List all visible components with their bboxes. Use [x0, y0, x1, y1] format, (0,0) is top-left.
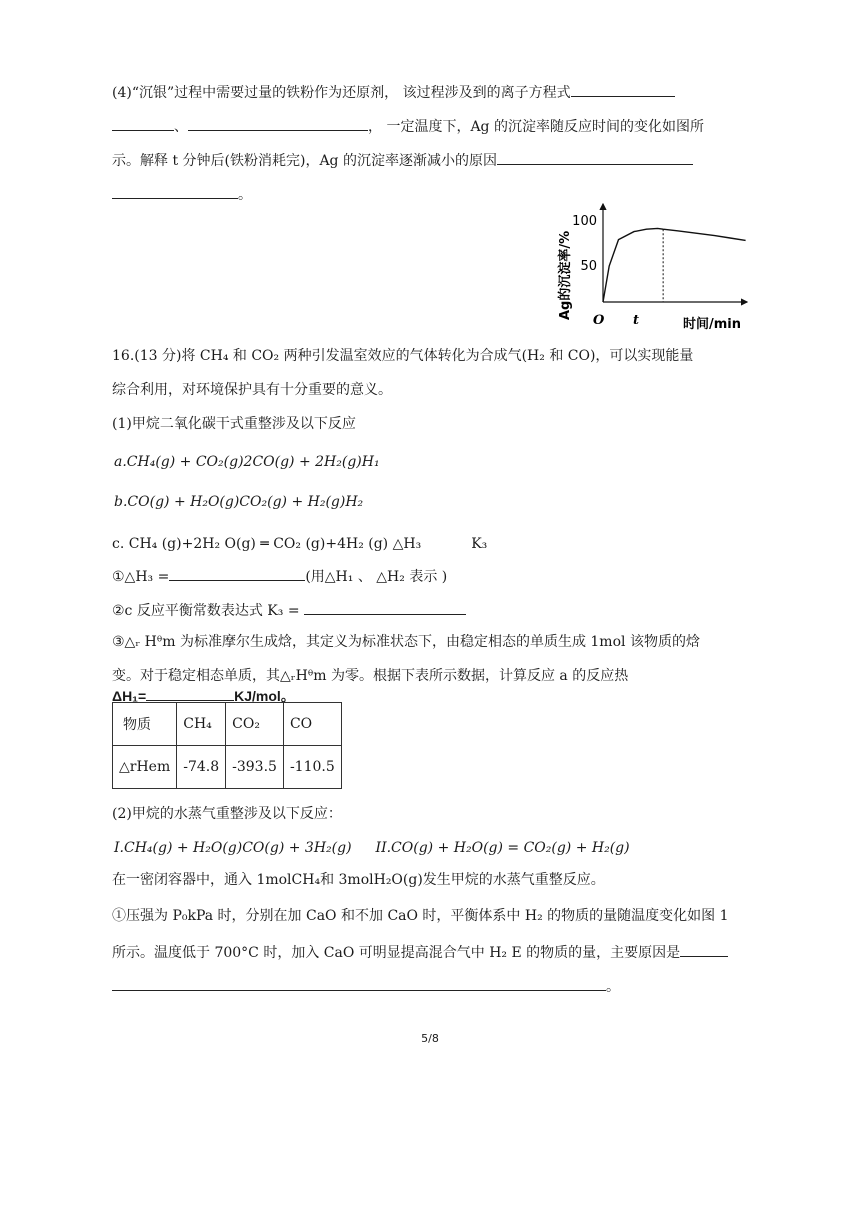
y-axis-label: Ag的沉淀率/%: [558, 230, 573, 320]
q16-2-c-1: ①压强为 P₀kPa 时，分别在加 CaO 和不加 CaO 时，平衡体系中 H₂ 的物质的量随温度变化如图 1: [112, 908, 729, 924]
q16-1-b-label: ②c 反应平衡常数表达式 K₃ =: [112, 603, 300, 619]
reaction-c-k: K₃: [471, 536, 488, 552]
q16-intro-1: 16.(13 分)将 CH₄ 和 CO₂ 两种引发温室效应的气体转化为合成气(H₂ 和 CO)，可以实现能量: [112, 348, 694, 364]
q4-text-3: 示。解释 t 分钟后(铁粉消耗完)，Ag 的沉淀率逐渐减小的原因: [112, 153, 497, 169]
table-cell: △rHem: [113, 746, 177, 789]
answer-blank[interactable]: [188, 114, 368, 131]
q16-1-c-1: ③△ᵣ Hᶿm 为标准摩尔生成焓，其定义为标准状态下，由稳定相态的单质生成 1mol 该物质的焓: [112, 634, 700, 650]
reaction-I: [114, 838, 630, 858]
reaction-c-text: c. CH₄ (g)+2H₂ O(g) ═ CO₂ (g)+4H₂ (g) △H₃: [112, 536, 422, 552]
q16-1-b: [112, 598, 466, 621]
answer-blank[interactable]: [169, 564, 305, 581]
y-tick-label: 100: [572, 214, 597, 229]
table-header-cell: CH₄: [177, 703, 226, 746]
reaction-I-text: I.CH₄(g) + H₂O(g)CO(g) + 3H₂(g): [114, 840, 352, 856]
q4-line-1: [112, 80, 675, 103]
delta-h1-label: ΔH₁=: [112, 688, 147, 704]
table-header-cell: CO: [283, 703, 341, 746]
q4-text-1: (4)“沉银”过程中需要过量的铁粉作为还原剂， 该过程涉及到的离子方程式: [112, 85, 571, 101]
origin-label: O: [593, 313, 605, 328]
q16-1-c-2: 变。对于稳定相态单质，其△ᵣHᶿm 为零。根据下表所示数据，计算反应 a 的反应热: [112, 668, 629, 684]
table-row: [113, 746, 342, 789]
q4-line-2: [112, 114, 704, 137]
x-axis-label: 时间/min: [683, 317, 742, 332]
q16-2-c-2: [112, 940, 728, 963]
answer-blank[interactable]: [112, 114, 174, 131]
table-row: [113, 703, 342, 746]
answer-blank[interactable]: [304, 598, 466, 615]
period: 。: [606, 979, 620, 995]
q16-intro-2: 综合利用，对环境保护具有十分重要的意义。: [112, 382, 392, 398]
q16-2-c-3: [112, 974, 620, 997]
period: 。: [238, 187, 252, 203]
q16-2-b: 在一密闭容器中，通入 1molCH₄和 3molH₂O(g)发生甲烷的水蒸气重整反应。: [112, 872, 605, 888]
answer-blank[interactable]: [112, 182, 238, 199]
q16-1-a: [112, 564, 447, 587]
q16-part-2: (2)甲烷的水蒸气重整涉及以下反应：: [112, 806, 342, 822]
answer-blank[interactable]: [112, 974, 606, 991]
page-number: 5/8: [421, 1032, 439, 1045]
answer-blank[interactable]: [146, 684, 234, 701]
q4-line-4: [112, 182, 252, 205]
q16-1-a-label: ①△H₃ =: [112, 569, 170, 585]
reaction-II-text: II.CO(g) + H₂O(g) = CO₂(g) + H₂(g): [375, 840, 630, 856]
x-tick-label: t: [633, 313, 640, 328]
enthalpy-table: [112, 702, 342, 789]
answer-blank[interactable]: [497, 148, 693, 165]
table-header-cell: 物质: [113, 703, 177, 746]
q16-1-a-note: (用△H₁ 、 △H₂ 表示 ): [305, 569, 448, 585]
q16-part-1: (1)甲烷二氧化碳干式重整涉及以下反应: [112, 416, 356, 432]
q16-2-c-2-text: 所示。温度低于 700°C 时，加入 CaO 可明显提高混合气中 H₂ E 的物质的量，主要原因是: [112, 945, 681, 961]
q4-text-2: ， 一定温度下，Ag 的沉淀率随反应时间的变化如图所: [368, 119, 704, 135]
reaction-a: a.CH₄(g) + CO₂(g)2CO(g) + 2H₂(g)H₁: [114, 454, 380, 470]
answer-blank[interactable]: [680, 940, 728, 957]
separator: 、: [174, 119, 188, 135]
table-cell: -74.8: [177, 746, 226, 789]
table-header-cell: CO₂: [226, 703, 284, 746]
reaction-b: b.CO(g) + H₂O(g)CO₂(g) + H₂(g)H₂: [114, 494, 364, 510]
ag-precipitation-chart: [555, 200, 755, 335]
series-line: [603, 228, 746, 302]
table-cell: -393.5: [226, 746, 284, 789]
answer-blank[interactable]: [571, 80, 675, 97]
q4-line-3: [112, 148, 693, 171]
unit-label: KJ/mol。: [234, 688, 295, 704]
table-cell: -110.5: [283, 746, 341, 789]
reaction-c: [112, 534, 487, 554]
y-tick-label: 50: [580, 259, 597, 274]
